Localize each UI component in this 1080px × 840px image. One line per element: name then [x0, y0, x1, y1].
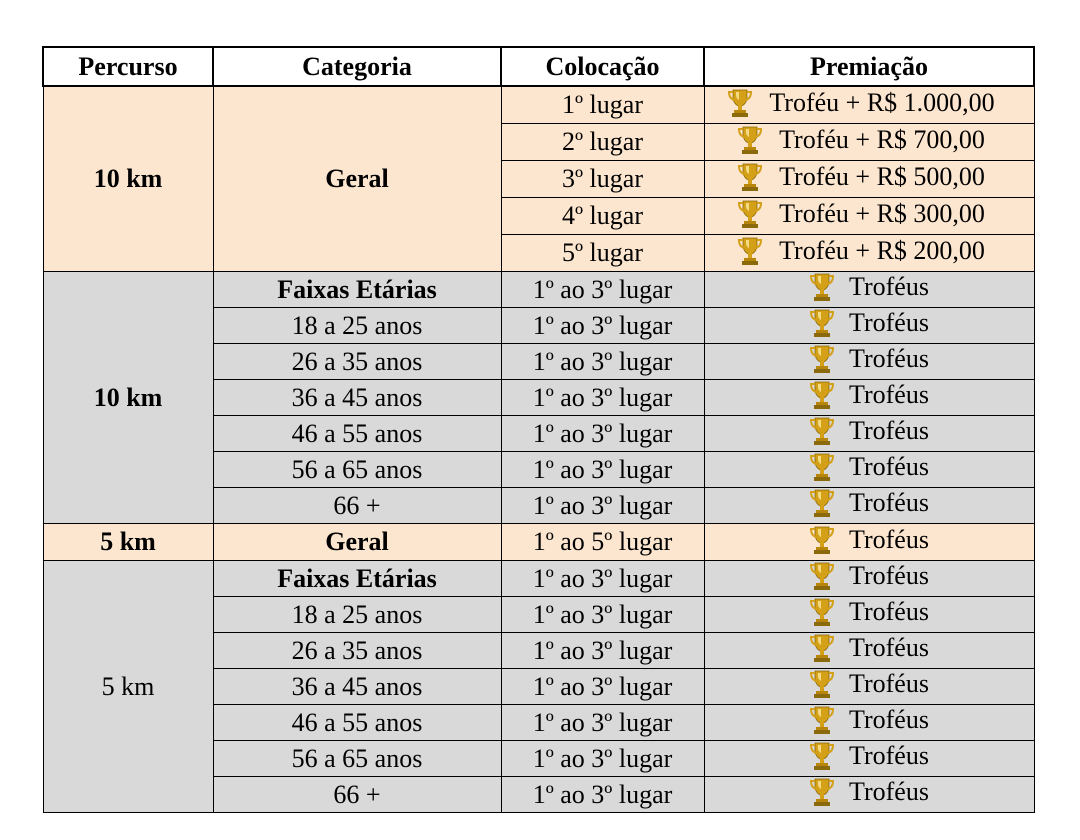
premiacao-cell — [704, 669, 1034, 705]
premiacao-text: Troféus — [849, 272, 929, 301]
premiacao-cell — [704, 235, 1034, 272]
premiacao-cell — [704, 380, 1034, 416]
colocacao-cell: 1º ao 3º lugar — [501, 777, 704, 813]
colocacao-cell: 1º ao 3º lugar — [501, 669, 704, 705]
trophy-icon — [737, 236, 763, 266]
header-premiacao: Premiação — [704, 47, 1034, 86]
premiacao-text: Troféu + R$ 700,00 — [779, 124, 985, 154]
categoria-cell: 36 a 45 anos — [213, 380, 501, 416]
categoria-cell: 26 a 35 anos — [213, 633, 501, 669]
categoria-cell: 36 a 45 anos — [213, 669, 501, 705]
colocacao-cell: 5º lugar — [501, 235, 704, 272]
colocacao-cell: 1º ao 3º lugar — [501, 416, 704, 452]
premiacao-cell — [704, 777, 1034, 813]
premiacao-cell — [704, 633, 1034, 669]
colocacao-cell: 1º ao 5º lugar — [501, 524, 704, 561]
table-row — [43, 561, 1034, 597]
categoria-cell: Faixas Etárias — [213, 561, 501, 597]
colocacao-cell: 1º ao 3º lugar — [501, 488, 704, 524]
percurso-cell: 10 km — [43, 86, 213, 272]
trophy-icon — [809, 344, 835, 374]
premiacao-text: Troféus — [849, 524, 929, 554]
percurso-cell: 5 km — [43, 524, 213, 561]
colocacao-cell: 1º lugar — [501, 86, 704, 124]
colocacao-cell: 1º ao 3º lugar — [501, 380, 704, 416]
table-row — [43, 272, 1034, 308]
premiacao-cell — [704, 272, 1034, 308]
premiacao-text: Troféus — [849, 633, 929, 662]
colocacao-cell: 3º lugar — [501, 161, 704, 198]
trophy-icon — [809, 488, 835, 518]
premiacao-text: Troféu + R$ 1.000,00 — [769, 87, 995, 117]
premiacao-text: Troféus — [849, 777, 929, 806]
premiacao-text: Troféus — [849, 344, 929, 373]
trophy-icon — [809, 777, 835, 807]
trophy-icon — [727, 88, 753, 118]
trophy-icon — [809, 308, 835, 338]
trophy-icon — [809, 272, 835, 302]
categoria-cell: 56 a 65 anos — [213, 741, 501, 777]
categoria-cell: 66 + — [213, 777, 501, 813]
colocacao-cell: 1º ao 3º lugar — [501, 272, 704, 308]
premiacao-cell — [704, 416, 1034, 452]
categoria-cell: 46 a 55 anos — [213, 705, 501, 741]
categoria-cell: 66 + — [213, 488, 501, 524]
trophy-icon — [809, 597, 835, 627]
categoria-cell: Faixas Etárias — [213, 272, 501, 308]
premiacao-cell — [704, 161, 1034, 198]
colocacao-cell: 4º lugar — [501, 198, 704, 235]
premiacao-text: Troféu + R$ 500,00 — [779, 161, 985, 191]
percurso-cell: 5 km — [43, 561, 213, 813]
trophy-icon — [737, 162, 763, 192]
premiacao-text: Troféus — [849, 452, 929, 481]
premiacao-cell — [704, 308, 1034, 344]
categoria-cell: 26 a 35 anos — [213, 344, 501, 380]
header-percurso: Percurso — [43, 47, 213, 86]
trophy-icon — [809, 380, 835, 410]
trophy-icon — [809, 416, 835, 446]
premiacao-cell — [704, 452, 1034, 488]
header-categoria: Categoria — [213, 47, 501, 86]
premiacao-cell — [704, 488, 1034, 524]
premiacao-text: Troféu + R$ 200,00 — [779, 235, 985, 265]
categoria-cell: Geral — [213, 524, 501, 561]
premiacao-text: Troféus — [849, 705, 929, 734]
colocacao-cell: 2º lugar — [501, 124, 704, 161]
premiacao-cell — [704, 561, 1034, 597]
categoria-cell: 46 a 55 anos — [213, 416, 501, 452]
premiacao-text: Troféus — [849, 416, 929, 445]
categoria-cell: Geral — [213, 86, 501, 272]
premiacao-text: Troféus — [849, 561, 929, 590]
trophy-icon — [809, 633, 835, 663]
colocacao-cell: 1º ao 3º lugar — [501, 561, 704, 597]
categoria-cell: 56 a 65 anos — [213, 452, 501, 488]
colocacao-cell: 1º ao 3º lugar — [501, 633, 704, 669]
colocacao-cell: 1º ao 3º lugar — [501, 741, 704, 777]
premiacao-cell — [704, 198, 1034, 235]
premiacao-cell — [704, 124, 1034, 161]
premiacao-cell — [704, 705, 1034, 741]
premiacao-cell — [704, 86, 1034, 124]
premiacao-text: Troféus — [849, 488, 929, 517]
colocacao-cell: 1º ao 3º lugar — [501, 308, 704, 344]
premiacao-cell — [704, 344, 1034, 380]
trophy-icon — [809, 452, 835, 482]
premiacao-cell — [704, 524, 1034, 561]
trophy-icon — [737, 125, 763, 155]
premiacao-text: Troféu + R$ 300,00 — [779, 198, 985, 228]
trophy-icon — [809, 705, 835, 735]
premiacao-text: Troféus — [849, 669, 929, 698]
table-row — [43, 524, 1034, 561]
premiacao-text: Troféus — [849, 380, 929, 409]
colocacao-cell: 1º ao 3º lugar — [501, 344, 704, 380]
premiacao-cell — [704, 597, 1034, 633]
categoria-cell: 18 a 25 anos — [213, 597, 501, 633]
header-row — [43, 47, 1034, 86]
premiacao-cell — [704, 741, 1034, 777]
trophy-icon — [809, 525, 835, 555]
awards-table — [42, 46, 1035, 813]
trophy-icon — [737, 199, 763, 229]
premiacao-text: Troféus — [849, 597, 929, 626]
premiacao-text: Troféus — [849, 741, 929, 770]
trophy-icon — [809, 669, 835, 699]
percurso-cell: 10 km — [43, 272, 213, 524]
premiacao-text: Troféus — [849, 308, 929, 337]
colocacao-cell: 1º ao 3º lugar — [501, 452, 704, 488]
categoria-cell: 18 a 25 anos — [213, 308, 501, 344]
header-colocacao: Colocação — [501, 47, 704, 86]
table-row — [43, 86, 1034, 124]
trophy-icon — [809, 741, 835, 771]
colocacao-cell: 1º ao 3º lugar — [501, 597, 704, 633]
trophy-icon — [809, 561, 835, 591]
colocacao-cell: 1º ao 3º lugar — [501, 705, 704, 741]
